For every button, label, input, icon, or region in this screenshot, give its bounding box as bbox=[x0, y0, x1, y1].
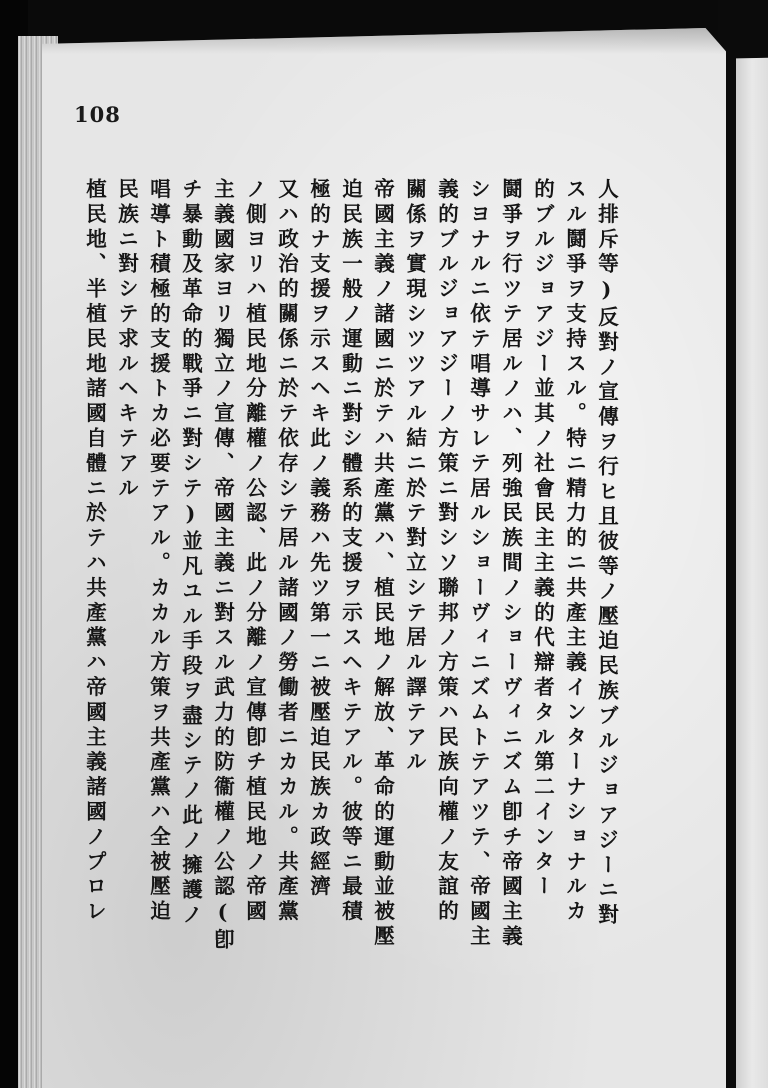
text-column-15: 唱導ト積極的支援トカ必要テアル。カカル方策ヲ共產黨ハ全被壓迫 bbox=[146, 178, 171, 925]
text-column-6: 義的ブルジョアジーノ方策ニ對シソ聯邦ノ方策ハ民族向權ノ友誼的 bbox=[434, 178, 459, 925]
text-column-8: 帝國主義ノ諸國ニ於テハ共產黨ハ、植民地ノ解放、革命的運動並被壓 bbox=[370, 178, 395, 950]
text-column-4: 鬪爭ヲ行ツテ居ルノハ、列強民族間ノショーヴィニズム卽チ帝國主義 bbox=[498, 178, 523, 950]
text-column-13: 主義國家ヨリ獨立ノ宣傳、帝國主義ニ對スル武力的防衞權ノ公認(卽 bbox=[210, 178, 235, 954]
text-column-2: スル鬪爭ヲ支持スル。特ニ精力的ニ共產主義インターナショナルカ bbox=[562, 178, 587, 925]
text-column-5: シヨナルニ依テ唱導サレテ居ルショーヴィニズムトテアツテ、帝國主 bbox=[466, 178, 491, 950]
text-column-14: チ暴動及革命的戰爭ニ對シテ)並凡ユル手段ヲ盡シテノ此ノ擁護ノ bbox=[178, 178, 203, 929]
text-column-10: 極的ナ支援ヲ示スヘキ此ノ義務ハ先ツ第一ニ被壓迫民族カ政經濟 bbox=[306, 178, 331, 901]
text-column-1: 人排斥等)反對ノ宣傳ヲ行ヒ且彼等ノ壓迫民族ブルジョアジーニ對 bbox=[594, 178, 619, 929]
page-number: 108 bbox=[74, 102, 121, 127]
text-column-16: 民族ニ對シテ求ルヘキテアル bbox=[114, 178, 139, 502]
text-column-9: 迫民族一般ノ運動ニ對シ體系的支援ヲ示スヘキテアル。彼等ニ最積 bbox=[338, 178, 363, 925]
text-column-17: 植民地、半植民地諸國自體ニ於テハ共產黨ハ帝國主義諸國ノプロレ bbox=[82, 178, 107, 925]
adjacent-page-sliver bbox=[736, 58, 768, 1088]
text-column-3: 的ブルジョアジー並其ノ社會民主主義的代辯者タル第二インター bbox=[530, 178, 555, 901]
text-column-11: 又ハ政治的關係ニ於テ依存シテ居ル諸國ノ勞働者ニカカル。共產黨 bbox=[274, 178, 299, 925]
text-column-12: ノ側ヨリハ植民地分離權ノ公認、此ノ分離ノ宣傳卽チ植民地ノ帝國 bbox=[242, 178, 267, 925]
page-top-shadow bbox=[42, 28, 726, 54]
text-column-7: 關係ヲ實現シツツアル結ニ於テ對立シテ居ル譯テアル bbox=[402, 178, 427, 776]
